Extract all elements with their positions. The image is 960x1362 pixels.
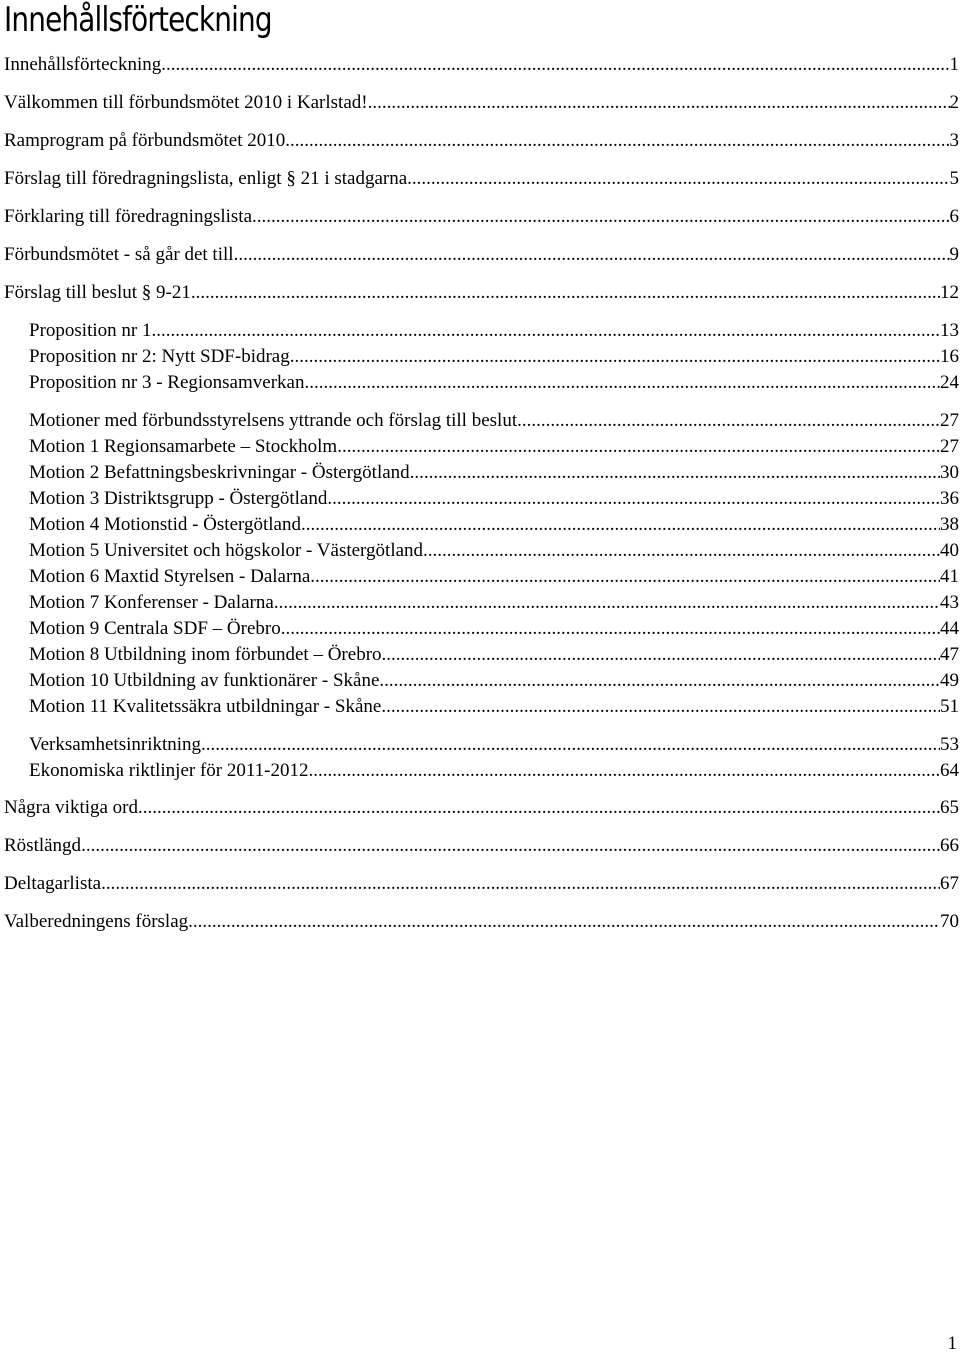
toc-entry-title: Valberedningens förslag: [4, 911, 189, 932]
toc-entry-title: Motion 5 Universitet och högskolor - Västergötland: [29, 540, 424, 561]
page-number: 1: [947, 1333, 957, 1354]
toc-entry-page: 70: [940, 911, 959, 932]
toc-leader-dots: [368, 91, 950, 115]
toc-entry-title: Motion 3 Distriktsgrupp - Östergötland: [29, 488, 328, 509]
toc-entry-title: Förslag till föredragningslista, enligt § 21 i stadgarna: [4, 168, 408, 189]
toc-entry-page: 38: [940, 514, 959, 535]
toc-entry-page: 5: [949, 168, 959, 189]
toc-leader-dots: [188, 910, 940, 934]
toc-leader-dots: [381, 695, 940, 719]
toc-entry-title: Motion 4 Motionstid - Östergötland: [29, 514, 301, 535]
toc-leader-dots: [379, 669, 940, 693]
toc-leader-dots: [410, 461, 940, 485]
toc-entry[interactable]: [29, 539, 959, 563]
toc-entry[interactable]: [4, 243, 959, 267]
page-title: Innehållsförteckning: [4, 0, 272, 40]
toc-entry[interactable]: [4, 834, 959, 858]
toc-leader-dots: [201, 733, 940, 757]
toc-entry[interactable]: [29, 643, 959, 667]
toc-entry-title: Proposition nr 3 - Regionsamverkan: [29, 372, 305, 393]
toc-entry[interactable]: [29, 759, 959, 783]
toc-entry[interactable]: [4, 872, 959, 896]
toc-entry-page: 12: [940, 282, 959, 303]
toc-entry-page: 40: [940, 540, 959, 561]
toc-entry-page: 16: [940, 346, 959, 367]
toc-entry-page: 49: [940, 670, 959, 691]
toc-entry-page: 43: [940, 592, 959, 613]
toc-leader-dots: [151, 319, 940, 343]
toc-leader-dots: [285, 129, 949, 153]
toc-entry-title: Motion 11 Kvalitetssäkra utbildningar - Skåne: [29, 696, 382, 717]
toc-leader-dots: [517, 409, 940, 433]
toc-entry-title: Proposition nr 2: Nytt SDF-bidrag: [29, 346, 290, 367]
toc-leader-dots: [161, 53, 949, 77]
toc-entry-title: Ekonomiska riktlinjer för 2011-2012: [29, 760, 309, 781]
toc-entry-title: Förbundsmötet - så går det till: [4, 244, 234, 265]
toc-entry-page: 67: [940, 873, 959, 894]
toc-entry[interactable]: [4, 796, 959, 820]
toc-entry-page: 53: [940, 734, 959, 755]
toc-entry[interactable]: [4, 205, 959, 229]
toc-entry[interactable]: [29, 319, 959, 343]
toc-entry[interactable]: [4, 167, 959, 191]
toc-leader-dots: [101, 872, 940, 896]
toc-entry-page: 6: [949, 206, 959, 227]
toc-entry-title: Motion 9 Centrala SDF – Örebro: [29, 618, 281, 639]
toc-entry-page: 27: [940, 436, 959, 457]
toc-entry[interactable]: [29, 513, 959, 537]
toc-entry-page: 66: [940, 835, 959, 856]
toc-entry-title: Motion 10 Utbildning av funktionärer - Skåne: [29, 670, 380, 691]
toc-leader-dots: [304, 371, 940, 395]
toc-entry-title: Deltagarlista: [4, 873, 102, 894]
toc-entry-page: 9: [949, 244, 959, 265]
toc-leader-dots: [309, 759, 941, 783]
toc-entry[interactable]: [29, 487, 959, 511]
toc-leader-dots: [337, 435, 940, 459]
toc-entry-title: Röstlängd: [4, 835, 82, 856]
toc-entry-page: 13: [940, 320, 959, 341]
toc-leader-dots: [234, 243, 950, 267]
toc-entry[interactable]: [29, 435, 959, 459]
toc-entry-page: 24: [940, 372, 959, 393]
toc-entry[interactable]: [29, 461, 959, 485]
toc-entry-title: Verksamhetsinriktning: [29, 734, 202, 755]
toc-leader-dots: [138, 796, 940, 820]
toc-leader-dots: [407, 167, 949, 191]
toc-leader-dots: [81, 834, 940, 858]
toc-entry-page: 36: [940, 488, 959, 509]
toc-entry-title: Förklaring till föredragningslista: [4, 206, 253, 227]
toc-entry[interactable]: [29, 565, 959, 589]
toc-entry-page: 30: [940, 462, 959, 483]
toc-entry[interactable]: [29, 409, 959, 433]
toc-entry-title: Proposition nr 1: [29, 320, 152, 341]
toc-entry[interactable]: [29, 669, 959, 693]
toc-entry[interactable]: [29, 345, 959, 369]
toc-entry-title: Motion 6 Maxtid Styrelsen - Dalarna: [29, 566, 311, 587]
toc-entry-title: Innehållsförteckning: [4, 54, 162, 75]
toc-entry[interactable]: [4, 91, 959, 115]
toc-entry[interactable]: [4, 281, 959, 305]
toc-entry-title: Förslag till beslut § 9-21: [4, 282, 191, 303]
toc-leader-dots: [423, 539, 940, 563]
toc-entry-page: 64: [940, 760, 959, 781]
toc-entry-page: 65: [940, 797, 959, 818]
toc-entry[interactable]: [29, 591, 959, 615]
toc-entry-page: 3: [949, 130, 959, 151]
toc-leader-dots: [252, 205, 949, 229]
toc-leader-dots: [327, 487, 940, 511]
toc-entry-title: Motion 2 Befattningsbeskrivningar - Östergötland: [29, 462, 410, 483]
toc-entry-page: 41: [940, 566, 959, 587]
toc-entry-title: Motioner med förbundsstyrelsens yttrande och förslag till beslut: [29, 410, 518, 431]
toc-leader-dots: [274, 591, 940, 615]
toc-leader-dots: [310, 565, 940, 589]
toc-entry-page: 44: [940, 618, 959, 639]
toc-entry[interactable]: [4, 53, 959, 77]
toc-leader-dots: [290, 345, 940, 369]
toc-entry-title: Motion 1 Regionsamarbete – Stockholm: [29, 436, 338, 457]
toc-entry-page: 27: [940, 410, 959, 431]
toc-entry[interactable]: [29, 695, 959, 719]
toc-entry[interactable]: [4, 129, 959, 153]
toc-entry-title: Några viktiga ord: [4, 797, 139, 818]
toc-entry-title: Motion 7 Konferenser - Dalarna: [29, 592, 274, 613]
toc-entry-title: Ramprogram på förbundsmötet 2010: [4, 130, 286, 151]
toc-entry-page: 47: [940, 644, 959, 665]
toc-entry-page: 2: [949, 92, 959, 113]
toc-entry[interactable]: [29, 617, 959, 641]
toc-entry-page: 1: [949, 54, 959, 75]
toc-entry-title: Välkommen till förbundsmötet 2010 i Karlstad!: [4, 92, 368, 113]
toc-entry[interactable]: [29, 371, 959, 395]
toc-leader-dots: [382, 643, 940, 667]
toc-entry[interactable]: [4, 910, 959, 934]
toc-leader-dots: [281, 617, 940, 641]
toc-entry-title: Motion 8 Utbildning inom förbundet – Örebro: [29, 644, 382, 665]
toc-leader-dots: [301, 513, 940, 537]
toc-leader-dots: [191, 281, 940, 305]
toc-entry-page: 51: [940, 696, 959, 717]
toc-entry[interactable]: [29, 733, 959, 757]
